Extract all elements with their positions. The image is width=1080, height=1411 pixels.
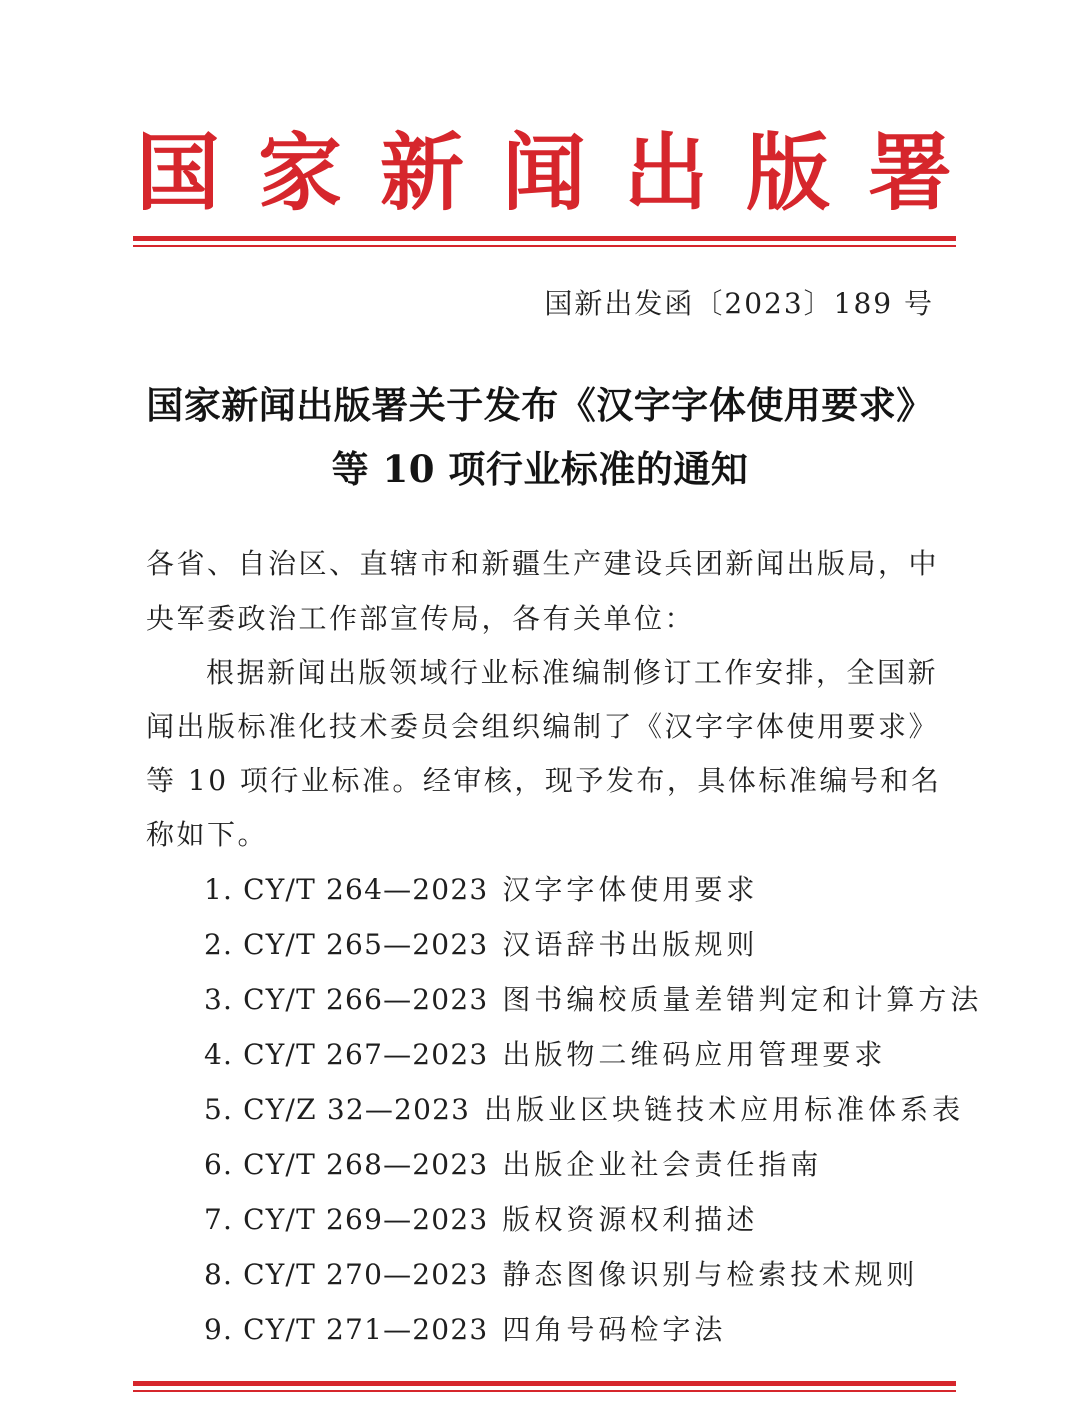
standard-number: 1. — [204, 873, 234, 906]
standard-name: 出版企业社会责任指南 — [502, 1148, 823, 1181]
standard-name: 汉语辞书出版规则 — [502, 928, 759, 961]
masthead-rule-thin — [133, 245, 956, 247]
masthead-rule-thick — [133, 236, 956, 241]
standard-item — [204, 925, 758, 965]
footer-rule-thin — [133, 1390, 956, 1392]
addressee-line-1: 各省、自治区、直辖市和新疆生产建设兵团新闻出版局，中 — [146, 547, 940, 580]
paragraph-line-3: 等 10 项行业标准。经审核，现予发布，具体标准编号和名 — [146, 764, 942, 797]
standard-item — [204, 1255, 918, 1295]
standard-code: CY/T 266—2023 — [243, 983, 489, 1016]
footer-rule-thick — [133, 1381, 956, 1386]
standard-name: 出版物二维码应用管理要求 — [502, 1038, 887, 1071]
standard-name: 版权资源权利描述 — [502, 1203, 759, 1236]
paragraph-line-4: 称如下。 — [146, 818, 269, 851]
standard-number: 3. — [204, 983, 234, 1016]
masthead-char: 新 — [379, 123, 464, 222]
standard-name: 汉字字体使用要求 — [502, 873, 759, 906]
standard-number: 4. — [204, 1038, 234, 1071]
standard-item — [204, 1145, 822, 1185]
standard-number: 9. — [204, 1313, 234, 1346]
document-title-line-2: 等 10 项行业标准的通知 — [331, 447, 749, 491]
standard-item — [204, 980, 982, 1020]
addressee-line-2: 央军委政治工作部宣传局，各有关单位： — [146, 602, 696, 635]
standard-name: 四角号码检字法 — [502, 1313, 727, 1346]
standard-code: CY/T 265—2023 — [243, 928, 489, 961]
standard-item — [204, 1200, 758, 1240]
masthead-char: 闻 — [501, 123, 586, 222]
masthead-char: 版 — [745, 123, 830, 222]
agency-masthead — [130, 118, 958, 228]
document-title-line-1: 国家新闻出版署关于发布《汉字字体使用要求》 — [146, 383, 934, 427]
masthead-char: 家 — [257, 123, 342, 222]
standard-name: 图书编校质量差错判定和计算方法 — [502, 983, 983, 1016]
standard-code: CY/T 270—2023 — [243, 1258, 489, 1291]
standard-item — [204, 1090, 964, 1130]
masthead-char: 国 — [135, 123, 220, 222]
standard-code: CY/T 271—2023 — [243, 1313, 489, 1346]
standard-number: 2. — [204, 928, 234, 961]
standard-name: 出版业区块链技术应用标准体系表 — [484, 1093, 965, 1126]
masthead-char: 出 — [623, 123, 708, 222]
standard-item — [204, 1310, 726, 1350]
standard-number: 8. — [204, 1258, 234, 1291]
standard-item — [204, 870, 758, 910]
standard-number: 6. — [204, 1148, 234, 1181]
paragraph-line-2: 闻出版标准化技术委员会组织编制了《汉字字体使用要求》 — [146, 710, 940, 743]
standard-code: CY/Z 32—2023 — [243, 1093, 471, 1126]
standard-code: CY/T 267—2023 — [243, 1038, 489, 1071]
paragraph-line-1: 根据新闻出版领域行业标准编制修订工作安排，全国新 — [206, 656, 939, 689]
standard-code: CY/T 268—2023 — [243, 1148, 489, 1181]
document-number: 国新出发函〔2023〕189 号 — [544, 287, 934, 320]
standard-code: CY/T 264—2023 — [243, 873, 489, 906]
masthead-char: 署 — [867, 123, 952, 222]
standard-name: 静态图像识别与检索技术规则 — [502, 1258, 919, 1291]
standard-code: CY/T 269—2023 — [243, 1203, 489, 1236]
standard-number: 5. — [204, 1093, 234, 1126]
standard-item — [204, 1035, 886, 1075]
standard-number: 7. — [204, 1203, 234, 1236]
